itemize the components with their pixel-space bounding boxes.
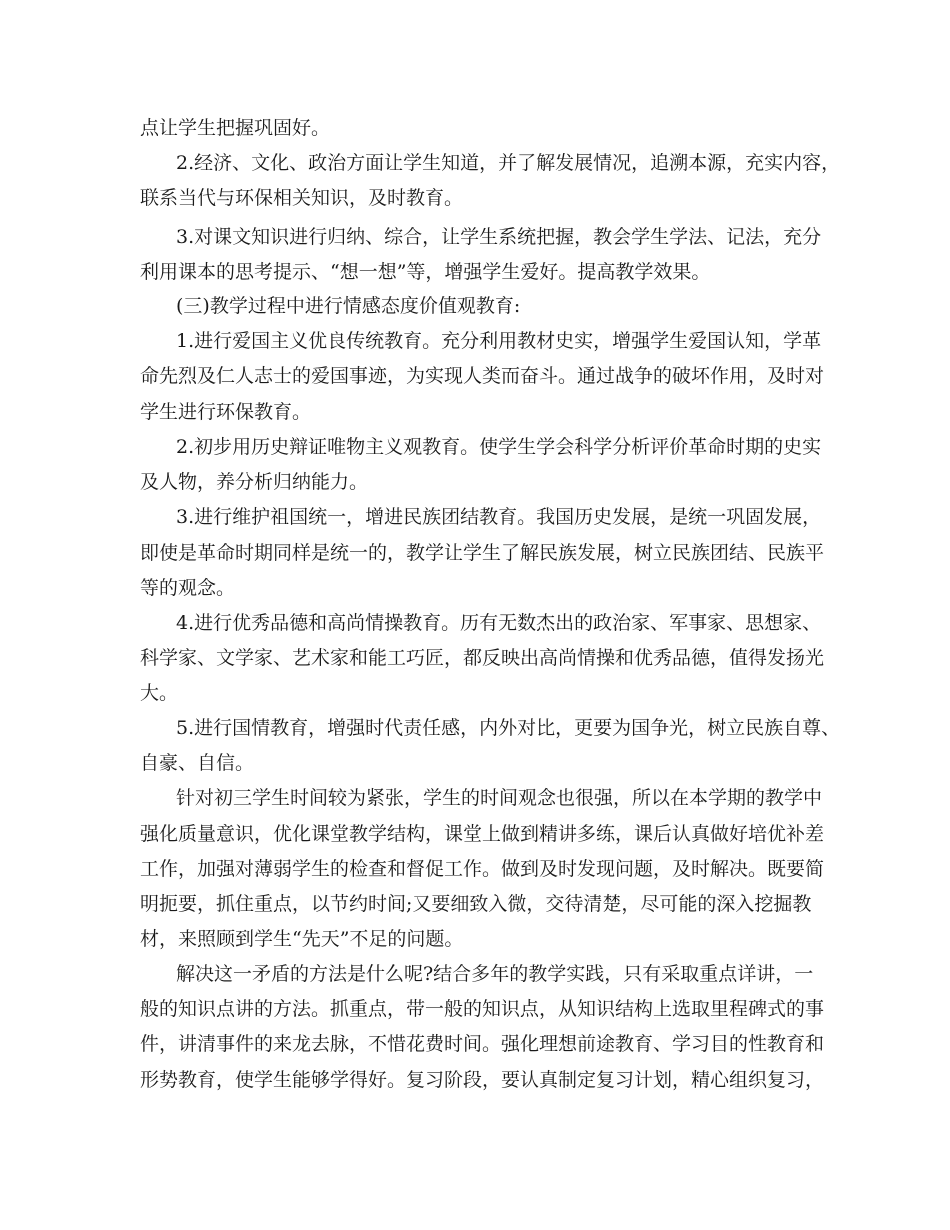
text-line: 及人物，养分析归纳能力。 [140, 471, 369, 493]
text-line: 件，讲清事件的来龙去脉，不惜花费时间。强化理想前途教育、学习目的性教育和 [140, 1033, 825, 1055]
text-line: 等的观念。 [140, 577, 236, 599]
paragraph-start-line: 5.进行国情教育，增强时代责任感，内外对比，更要为国争光，树立民族自尊、 [176, 717, 841, 739]
text-line: 点让学生把握巩固好。 [140, 117, 331, 139]
text-line: 大。 [140, 682, 179, 704]
text-line: 自豪、自信。 [140, 752, 255, 774]
text-line: 联系当代与环保相关知识，及时教育。 [140, 187, 464, 209]
section-heading: (三)教学过程中进行情感态度价值观教育: [176, 295, 521, 317]
text-line: 材，来照顾到学生“先天”不足的问题。 [140, 928, 464, 950]
paragraph-start-line: 2.经济、文化、政治方面让学生知道，并了解发展情况，追溯本源，充实内容， [176, 152, 841, 174]
text-line: 利用课本的思考提示、“想一想”等，增强学生爱好。提高教学效果。 [140, 261, 711, 283]
text-line: 命先烈及仁人志士的爱国事迹，为实现人类而奋斗。通过战争的破坏作用，及时对 [140, 365, 825, 387]
text-line: 明扼要，抓住重点，以节约时间;又要细致入微，交待清楚，尽可能的深入挖掘教 [140, 893, 812, 915]
paragraph-start-line: 3.进行维护祖国统一，增进民族团结教育。我国历史发展，是统一巩固发展， [176, 506, 822, 528]
text-line: 形势教育，使学生能够学得好。复习阶段，要认真制定复习计划，精心组织复习， [140, 1069, 825, 1091]
paragraph-start-line: 解决这一矛盾的方法是什么呢?结合多年的教学实践，只有采取重点详讲，一 [176, 963, 814, 985]
text-line: 般的知识点讲的方法。抓重点，带一般的知识点，从知识结构上选取里程碑式的事 [140, 998, 825, 1020]
text-line: 强化质量意识，优化课堂教学结构，课堂上做到精讲多练，课后认真做好培优补差 [140, 823, 825, 845]
paragraph-start-line: 针对初三学生时间较为紧张，学生的时间观念也很强，所以在本学期的教学中 [176, 787, 823, 809]
text-line: 学生进行环保教育。 [140, 401, 312, 423]
paragraph-start-line: 1.进行爱国主义优良传统教育。充分利用教材史实，增强学生爱国认知，学革 [176, 330, 822, 352]
text-line: 科学家、文学家、艺术家和能工巧匠，都反映出高尚情操和优秀品德，值得发扬光 [140, 647, 825, 669]
paragraph-start-line: 3.对课文知识进行归纳、综合，让学生系统把握，教会学生学法、记法，充分 [176, 226, 822, 248]
paragraph-start-line: 4.进行优秀品德和高尚情操教育。历有无数杰出的政治家、军事家、思想家、 [176, 612, 822, 634]
text-line: 即使是革命时期同样是统一的，教学让学生了解民族发展，树立民族团结、民族平 [140, 542, 825, 564]
text-line: 工作，加强对薄弱学生的检查和督促工作。做到及时发现问题，及时解决。既要简 [140, 858, 825, 880]
paragraph-start-line: 2.初步用历史辩证唯物主义观教育。使学生学会科学分析评价革命时期的史实 [176, 436, 822, 458]
